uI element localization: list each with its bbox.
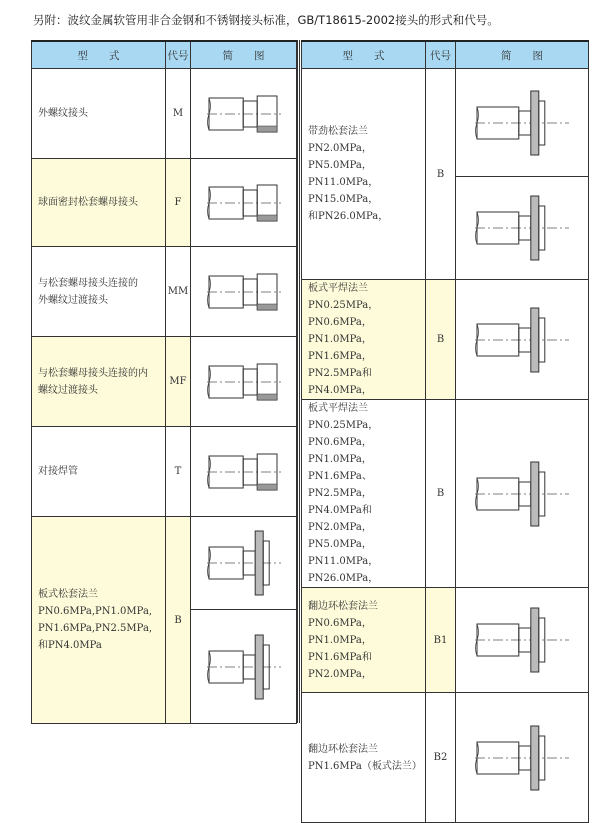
table-row (32, 517, 297, 610)
diagram-cell (456, 69, 589, 177)
table-row (32, 159, 297, 247)
type-cell (32, 337, 166, 427)
type-line: 板式平焊法兰 (308, 403, 368, 414)
type-line: 外螺纹过渡接头 (38, 294, 108, 306)
fitting-diagram-icon (467, 605, 577, 675)
fitting-diagram-icon (467, 459, 577, 529)
diagram-cell (191, 337, 297, 427)
type-cell (302, 400, 426, 588)
type-line: PN2.0MPa，PN5.0MPa， (308, 522, 372, 550)
type-line: PN2.5MPa，PN4.0MPa和 (308, 488, 372, 516)
code-cell: B (426, 400, 456, 588)
type-line: PN1.6MPa（板式法兰） (308, 760, 422, 772)
type-line: 翻边环松套法兰 (308, 743, 378, 755)
header-type: 型 式 (32, 41, 166, 69)
table-row (302, 588, 589, 693)
type-line: 板式松套法兰 (38, 589, 98, 600)
fitting-diagram-icon (199, 528, 289, 598)
code-cell: B (426, 69, 456, 280)
table-row (32, 337, 297, 427)
fitting-diagram-icon (199, 168, 289, 238)
code-cell: F (166, 159, 191, 247)
diagram-cell (456, 177, 589, 280)
diagram-cell (456, 400, 589, 588)
code-cell: B (426, 280, 456, 400)
type-cell (32, 247, 166, 337)
type-line: PN1.0MPa，PN1.6MPa、 (308, 454, 372, 482)
table-row (302, 400, 589, 588)
fitting-diagram-icon (199, 632, 289, 702)
diagram-cell (456, 588, 589, 693)
diagram-cell (456, 693, 589, 823)
type-line: PN2.5MPa和PN4.0MPa， (308, 368, 372, 396)
diagram-cell (191, 517, 297, 610)
header-diagram: 简 图 (456, 41, 589, 69)
type-line: 外螺纹接头 (38, 108, 88, 119)
diagram-cell (191, 69, 297, 159)
type-line: 和PN26.0MPa， (308, 211, 389, 222)
table-row (302, 69, 589, 177)
type-line: PN0.25MPa，PN0.6MPa， (308, 420, 379, 448)
header-type: 型 式 (302, 41, 426, 69)
fitting-diagram-icon (467, 305, 577, 375)
page-title: 另附：波纹金属软管用非合金钢和不锈钢接头标准，GB/T18615-2002接头的形式和代号。 (33, 13, 499, 27)
type-cell (32, 159, 166, 247)
type-line: PN1.6MPa和PN2.0MPa， (308, 651, 372, 680)
code-cell: B1 (426, 588, 456, 693)
type-cell (302, 69, 426, 280)
type-line: PN1.0MPa，PN1.6MPa， (308, 334, 372, 362)
diagram-cell (456, 280, 589, 400)
table-row (302, 280, 589, 400)
type-line: 与松套螺母接头连接的 (38, 277, 138, 289)
code-cell: MF (166, 337, 191, 427)
fitting-diagram-icon (199, 257, 289, 327)
type-line: 带劲松套法兰 (308, 126, 368, 137)
type-line: PN1.6MPa,PN2.5MPa, (38, 623, 153, 634)
table-divider (297, 40, 300, 723)
type-line: 对接焊管 (38, 466, 78, 477)
table-row (32, 69, 297, 159)
type-cell (32, 427, 166, 517)
type-line: 螺纹过渡接头 (38, 384, 98, 396)
type-cell (302, 588, 426, 693)
code-cell: B (166, 517, 191, 724)
type-line: 翻边环松套法兰 (308, 600, 378, 612)
type-line: 与松套螺母接头连接的内 (38, 367, 148, 379)
header-diagram: 简 图 (191, 41, 297, 69)
type-line: PN0.6MPa，PN1.0MPa， (308, 617, 372, 646)
code-cell: T (166, 427, 191, 517)
left-table (31, 40, 297, 724)
table-row (32, 427, 297, 517)
code-cell: M (166, 69, 191, 159)
fitting-diagram-icon (199, 437, 289, 507)
header-code: 代号 (166, 41, 191, 69)
fitting-diagram-icon (199, 79, 289, 149)
type-line: PN11.0MPa，PN15.0MPa， (308, 177, 379, 205)
type-line: 球面密封松套螺母接头 (38, 197, 138, 208)
diagram-cell (191, 159, 297, 247)
diagram-cell (191, 247, 297, 337)
table-row (302, 693, 589, 823)
type-line: PN0.6MPa,PN1.0MPa, (38, 606, 153, 617)
type-line: PN2.0MPa，PN5.0MPa， (308, 143, 372, 171)
code-cell: B2 (426, 693, 456, 823)
table-row (32, 247, 297, 337)
fitting-diagram-icon (467, 723, 577, 793)
type-cell (302, 280, 426, 400)
right-table (301, 40, 589, 823)
type-cell (302, 693, 426, 823)
type-cell (32, 69, 166, 159)
diagram-cell (191, 427, 297, 517)
header-code: 代号 (426, 41, 456, 69)
diagram-cell (191, 610, 297, 724)
fitting-diagram-icon (467, 88, 577, 158)
type-line: PN11.0MPa，PN26.0MPa， (308, 556, 379, 584)
type-cell (32, 517, 166, 724)
type-line: 板式平焊法兰 (308, 283, 368, 294)
type-line: 和PN4.0MPa (38, 640, 102, 651)
fitting-diagram-icon (467, 193, 577, 263)
code-cell: MM (166, 247, 191, 337)
fitting-diagram-icon (199, 347, 289, 417)
type-line: PN0.25MPa，PN0.6MPa， (308, 300, 379, 328)
